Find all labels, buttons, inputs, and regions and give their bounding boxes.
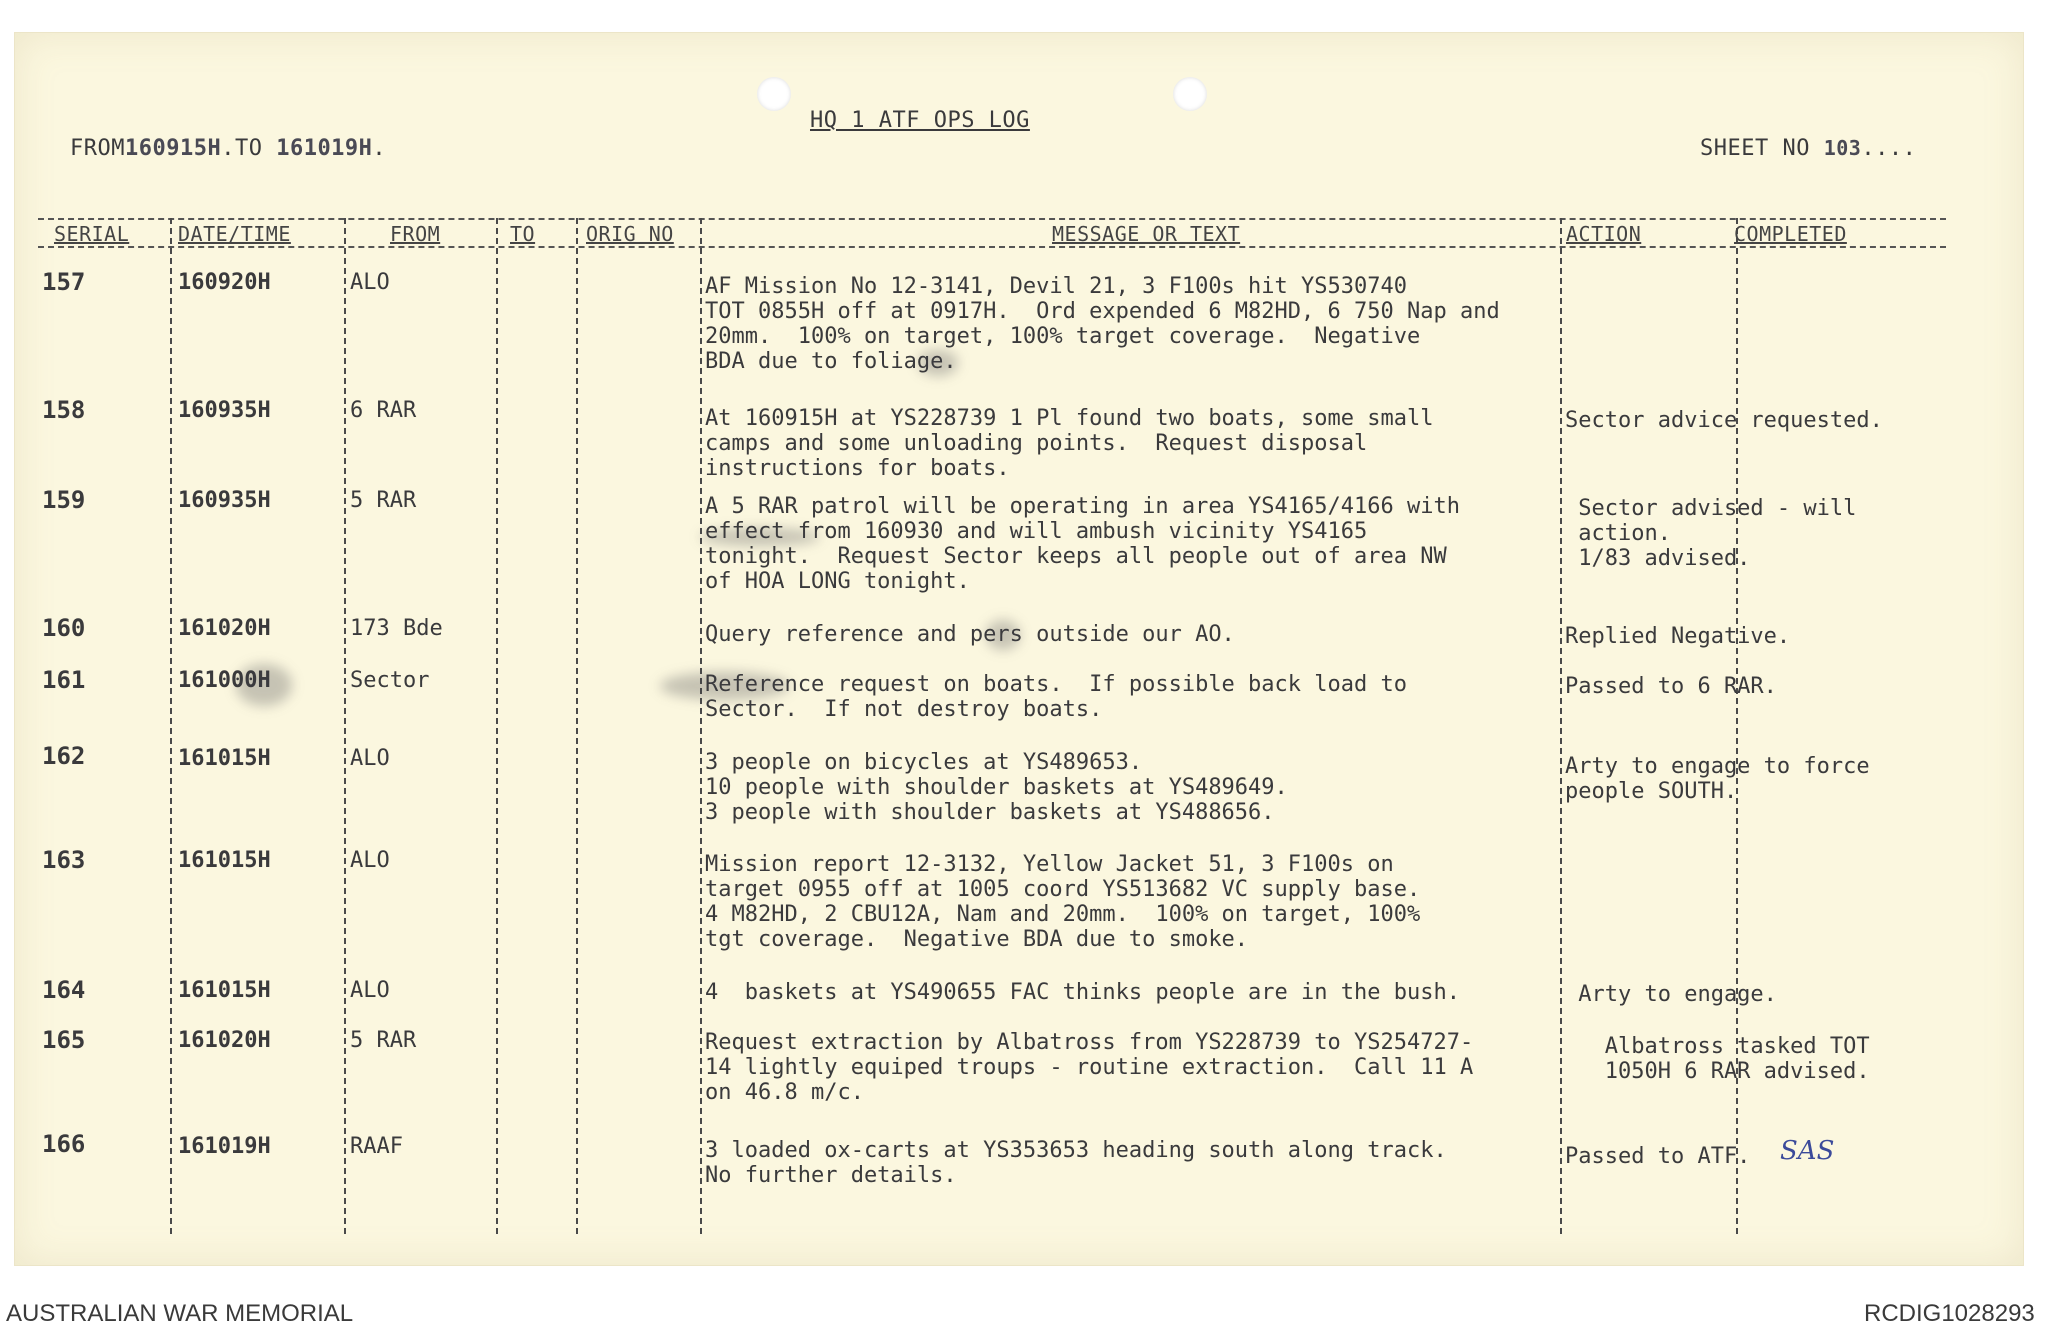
to-label: .TO xyxy=(221,136,263,161)
handwritten-annotation: SAS xyxy=(1780,1136,1835,1166)
row-serial: 164 xyxy=(42,976,86,1004)
period-range xyxy=(70,136,386,161)
row-message: 4 baskets at YS490655 FAC thinks people are in the bush. xyxy=(705,980,1460,1005)
col-header-serial: SERIAL xyxy=(54,222,130,246)
ink-smudge xyxy=(700,528,820,546)
log-title: HQ 1 ATF OPS LOG xyxy=(810,108,1030,133)
row-action: Passed to 6 RAR. xyxy=(1565,674,1777,699)
row-message: At 160915H at YS228739 1 Pl found two boats, some small camps and some unloading points. Request disposal instructions for boats. xyxy=(705,406,1434,481)
col-header-from: FROM xyxy=(390,222,441,246)
col-header-datetime: DATE/TIME xyxy=(178,222,291,246)
row-action: Replied Negative. xyxy=(1565,624,1791,649)
from-suffix: . xyxy=(372,136,387,161)
ink-smudge xyxy=(236,664,292,706)
column-divider xyxy=(170,218,172,1234)
column-divider xyxy=(344,218,346,1234)
column-divider xyxy=(576,218,578,1234)
row-serial: 159 xyxy=(42,486,86,514)
ink-smudge xyxy=(986,620,1020,650)
row-from: ALO xyxy=(350,978,390,1003)
row-action: Albatross tasked TOT 1050H 6 RAR advised. xyxy=(1604,1034,1870,1084)
row-datetime: 160935H xyxy=(178,398,271,423)
row-from: ALO xyxy=(350,270,390,295)
row-action: Arty to engage to force people SOUTH. xyxy=(1565,754,1870,804)
archive-id: RCDIG1028293 xyxy=(1864,1300,2035,1327)
from-label: FROM xyxy=(70,136,125,161)
ink-smudge xyxy=(660,672,790,700)
row-serial: 157 xyxy=(42,268,86,296)
row-from: 6 RAR xyxy=(350,398,417,423)
from-value: 160915H xyxy=(124,136,222,161)
sheet-value: 103 xyxy=(1823,136,1862,160)
row-serial: 166 xyxy=(42,1130,86,1158)
row-serial: 158 xyxy=(42,396,86,424)
col-header-completed: COMPLETED xyxy=(1734,222,1847,246)
sheet-suffix: .... xyxy=(1861,136,1917,161)
column-divider xyxy=(700,218,702,1234)
row-datetime: 161020H xyxy=(178,1028,271,1053)
row-datetime: 161000H xyxy=(178,668,271,693)
row-action: Arty to engage. xyxy=(1565,982,1777,1007)
column-divider xyxy=(496,218,498,1234)
row-from: 5 RAR xyxy=(350,1028,417,1053)
row-serial: 160 xyxy=(42,614,86,642)
punch-hole-left xyxy=(757,77,791,111)
row-action: Sector advised - will action. 1/83 advised. xyxy=(1578,496,1857,571)
row-serial: 165 xyxy=(42,1026,86,1054)
punch-hole-right xyxy=(1173,77,1207,111)
row-datetime: 161019H xyxy=(178,1134,271,1159)
row-serial: 163 xyxy=(42,846,86,874)
row-datetime: 161020H xyxy=(178,616,271,641)
row-message: 3 loaded ox-carts at YS353653 heading south along track. No further details. xyxy=(705,1138,1447,1188)
ink-smudge xyxy=(918,350,958,376)
header-rule-top xyxy=(38,218,1946,220)
row-from: ALO xyxy=(350,848,390,873)
row-message: 3 people on bicycles at YS489653. 10 people with shoulder baskets at YS489649. 3 people with shoulder baskets at YS488656. xyxy=(705,750,1288,825)
row-datetime: 160935H xyxy=(178,488,271,513)
row-message: Query reference and pers outside our AO. xyxy=(705,622,1235,647)
row-serial: 162 xyxy=(42,742,86,770)
col-header-orig-no: ORIG NO xyxy=(586,222,674,246)
row-from: 173 Bde xyxy=(350,616,443,641)
sheet-number xyxy=(1700,136,1916,161)
row-message: AF Mission No 12-3141, Devil 21, 3 F100s hit YS530740 TOT 0855H off at 0917H. Ord expended 6 M82HD, 6 750 Nap and 20mm. 100% on target, 100% target coverage. Negative BDA due to foliage. xyxy=(705,274,1500,374)
to-value: 161019H xyxy=(276,136,373,161)
row-datetime: 161015H xyxy=(178,746,271,771)
row-message: Reference request on boats. If possible back load to Sector. If not destroy boats. xyxy=(705,672,1407,722)
sheet-label: SHEET NO xyxy=(1700,136,1810,161)
col-header-message: MESSAGE OR TEXT xyxy=(1052,222,1241,246)
row-message: Request extraction by Albatross from YS228739 to YS254727- 14 lightly equiped troups - routine extraction. Call 11 A on 46.8 m/c. xyxy=(705,1030,1474,1105)
col-header-to: TO xyxy=(510,222,536,246)
row-action: Sector advice requested. xyxy=(1565,408,1883,433)
header-rule-bottom xyxy=(38,246,1946,248)
row-from: RAAF xyxy=(350,1134,403,1159)
col-header-action: ACTION xyxy=(1566,222,1642,246)
row-datetime: 161015H xyxy=(178,978,271,1003)
row-from: 5 RAR xyxy=(350,488,417,513)
row-from: ALO xyxy=(350,746,390,771)
row-from: Sector xyxy=(350,668,430,693)
row-action: Passed to ATF. xyxy=(1565,1144,1751,1169)
archive-credit: AUSTRALIAN WAR MEMORIAL xyxy=(6,1300,354,1327)
row-message: Mission report 12-3132, Yellow Jacket 51, 3 F100s on target 0955 off at 1005 coord YS513682 VC supply base. 4 M82HD, 2 CBU12A, Nam and 20mm. 100% on target, 100% tgt coverage. Negative BDA due to smoke. xyxy=(705,852,1421,952)
row-datetime: 161015H xyxy=(178,848,271,873)
row-datetime: 160920H xyxy=(178,270,271,295)
row-message: A 5 RAR patrol will be operating in area YS4165/4166 with effect from 160930 and will ambush vicinity YS4165 tonight. Request Sector keeps all people out of area NW of HOA LONG tonight. xyxy=(705,494,1460,594)
row-serial: 161 xyxy=(42,666,86,694)
